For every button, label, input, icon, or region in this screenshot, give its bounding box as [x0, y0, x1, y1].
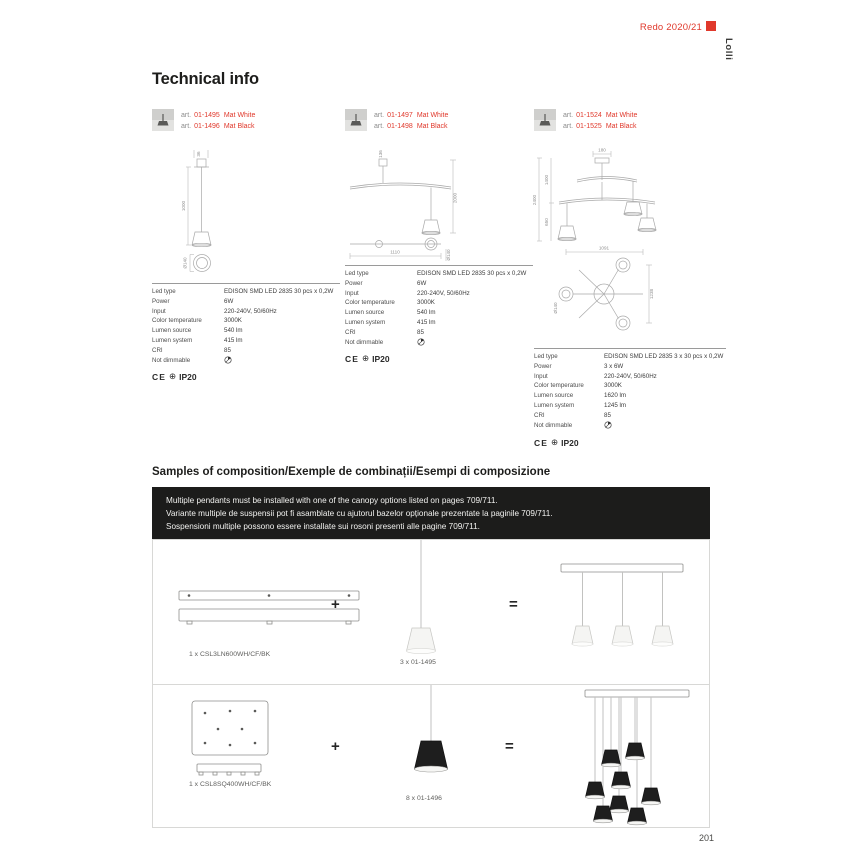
art-code: 01-1497	[387, 112, 413, 119]
spec-label: Input	[534, 372, 548, 380]
spec-label: Lumen system	[345, 318, 386, 326]
spec-row	[152, 297, 340, 307]
canopy-code-label: 1 x CSL8SQ400WH/CF/BK	[189, 781, 272, 788]
brand-edition: Redo 2020/21	[639, 22, 702, 33]
spec-value: EDISON SMD LED 2835 30 pcs x 0,2W	[417, 270, 527, 277]
art-finish: Mat White	[223, 112, 256, 119]
article-block-1	[152, 109, 255, 132]
spec-row	[345, 289, 533, 299]
pendant-icon	[345, 109, 367, 131]
spec-label: CRI	[534, 411, 545, 419]
ce-mark: CE	[534, 437, 549, 448]
plus-operator: +	[331, 596, 340, 613]
art-code: 01-1524	[576, 112, 602, 119]
spec-row	[345, 308, 533, 318]
article-line	[374, 121, 448, 132]
art-finish: Mat Black	[605, 123, 637, 130]
spec-row	[152, 316, 340, 326]
dimension-label: 2000	[452, 192, 458, 204]
black-pendant-image	[396, 685, 466, 785]
installation-notice	[152, 487, 710, 539]
spec-row-not-dimmable	[534, 421, 726, 432]
white-pendant-image	[391, 540, 451, 662]
article-line	[181, 121, 255, 132]
dimension-label: 1000	[181, 200, 186, 212]
dimension-label: 1110	[390, 249, 400, 255]
technical-drawing-multi-pendant	[531, 146, 676, 344]
spec-label: Led type	[534, 353, 558, 360]
article-line	[563, 110, 637, 121]
brand-marker	[706, 21, 716, 31]
spec-label: Not dimmable	[152, 356, 191, 364]
three-pendant-result-diagram	[557, 554, 687, 666]
spec-value: 220-240V, 50/60Hz	[417, 289, 470, 297]
page-number: 201	[698, 833, 714, 843]
square-canopy-diagram	[189, 698, 271, 782]
spec-label: Input	[345, 289, 359, 297]
ip-rating: IP20	[179, 371, 197, 382]
spec-row	[345, 298, 533, 308]
spec-label: Lumen system	[534, 401, 575, 409]
dimension-label: Ø140	[553, 302, 558, 314]
spec-row-not-dimmable	[345, 338, 533, 349]
page-title: Technical info	[152, 70, 259, 88]
technical-drawing-offset-pendant	[343, 146, 458, 264]
dimension-label: 1238	[649, 288, 654, 300]
spec-value: EDISON SMD LED 2835 30 pcs x 0,2W	[224, 288, 334, 295]
article-line	[374, 110, 448, 121]
spec-row	[152, 326, 340, 336]
spec-label: Lumen source	[345, 309, 385, 317]
dimension-label: Ø140	[182, 257, 188, 269]
art-finish: Mat White	[416, 112, 449, 119]
art-prefix: art.	[563, 123, 574, 130]
spec-value: 85	[224, 346, 231, 354]
spec-value: 3000K	[604, 382, 622, 390]
spec-row	[152, 287, 340, 297]
technical-drawing-single-pendant	[150, 146, 250, 282]
dimension-label: 1091	[598, 245, 610, 251]
spec-label: Not dimmable	[345, 338, 384, 346]
dimension-label: 2400	[532, 194, 537, 206]
art-code: 01-1525	[576, 123, 602, 130]
article-block-2	[345, 109, 448, 132]
spec-label: CRI	[345, 328, 356, 336]
earth-symbol-icon: ⊕	[169, 371, 177, 381]
certification-marks	[345, 353, 390, 364]
not-dimmable-icon	[417, 338, 425, 346]
spec-label: CRI	[152, 346, 163, 354]
spec-value: 220-240V, 50/60Hz	[604, 372, 657, 380]
art-code: 01-1495	[194, 112, 220, 119]
samples-title: Samples of composition/Exemple de combinații/Esempi di composizione	[152, 466, 551, 478]
spec-value: 3000K	[417, 299, 435, 307]
ip-rating: IP20	[372, 353, 390, 364]
spec-row	[152, 336, 340, 346]
spec-row	[534, 362, 726, 372]
spec-row	[345, 279, 533, 289]
spec-table-2	[345, 265, 533, 348]
art-prefix: art.	[181, 112, 192, 119]
spec-value: EDISON SMD LED 2835 3 x 30 pcs x 0,2W	[604, 353, 724, 360]
equals-operator: =	[505, 738, 514, 755]
pendant-icon	[152, 109, 174, 131]
not-dimmable-icon	[604, 421, 612, 429]
spec-row	[534, 381, 726, 391]
spec-value: 540 lm	[224, 327, 243, 335]
spec-label: Led type	[345, 270, 369, 277]
spec-label: Color temperature	[534, 382, 584, 390]
art-prefix: art.	[374, 123, 385, 130]
spec-row	[345, 269, 533, 279]
spec-value: 540 lm	[417, 309, 436, 317]
certification-marks	[534, 437, 579, 448]
spec-value: 1245 lm	[604, 401, 627, 409]
pendant-icon	[534, 109, 556, 131]
art-finish: Mat Black	[416, 123, 448, 130]
spec-value: 1620 lm	[604, 392, 627, 400]
spec-row	[534, 411, 726, 421]
collection-name: Lolli	[723, 38, 734, 61]
spec-row	[534, 391, 726, 401]
article-line	[181, 110, 255, 121]
ip-rating: IP20	[561, 437, 579, 448]
earth-symbol-icon: ⊕	[362, 353, 370, 363]
art-finish: Mat White	[605, 112, 638, 119]
spec-row	[152, 307, 340, 317]
spec-label: Input	[152, 307, 166, 315]
spec-label: Not dimmable	[534, 421, 573, 429]
spec-label: Power	[152, 297, 170, 305]
spec-label: Lumen source	[534, 392, 574, 400]
eight-pendant-result-diagram	[573, 688, 703, 830]
spec-value: 85	[417, 328, 424, 336]
spec-label: Power	[534, 362, 552, 370]
spec-row	[534, 372, 726, 382]
notice-line-en: Multiple pendants must be installed with one of the canopy options listed on pages 709/711.	[166, 496, 498, 505]
dimension-label: 180	[598, 147, 606, 153]
certification-marks	[152, 371, 197, 382]
dimension-label: 1400	[544, 174, 549, 186]
spec-value: 85	[604, 411, 611, 419]
pendant-qty-label: 8 x 01-1496	[406, 795, 442, 802]
spec-value: 415 lm	[417, 318, 436, 326]
spec-row	[534, 352, 726, 362]
pendant-qty-label: 3 x 01-1495	[400, 659, 436, 666]
composition-box	[152, 539, 710, 828]
equals-operator: =	[509, 596, 518, 613]
plus-operator: +	[331, 738, 340, 755]
dimension-label: 650	[544, 218, 549, 226]
notice-line-it: Sospensioni multiple possono essere installate sui rosoni presenti alle pagine 709/711.	[166, 522, 480, 531]
spec-table-1	[152, 283, 340, 366]
article-line	[563, 121, 637, 132]
art-prefix: art.	[181, 123, 192, 130]
spec-value: 3 x 6W	[604, 362, 624, 370]
dimension-label: 36	[196, 151, 201, 157]
spec-row	[345, 318, 533, 328]
earth-symbol-icon: ⊕	[551, 437, 559, 447]
not-dimmable-icon	[224, 356, 232, 364]
spec-row-not-dimmable	[152, 356, 340, 367]
spec-row	[345, 328, 533, 338]
spec-label: Color temperature	[345, 299, 395, 307]
dimension-label: Ø140	[446, 249, 451, 261]
spec-label: Led type	[152, 288, 176, 295]
spec-label: Lumen system	[152, 336, 193, 344]
dimension-label: 136	[378, 150, 383, 158]
art-code: 01-1496	[194, 123, 220, 130]
notice-line-ro: Variante multiple de suspensii pot fi asamblate cu ajutorul bazelor opționale prezentate la paginile 709/711.	[166, 509, 553, 518]
canopy-code-label: 1 x CSL3LN600WH/CF/BK	[189, 651, 271, 658]
spec-table-3	[534, 348, 726, 431]
spec-value: 6W	[417, 279, 427, 287]
spec-label: Color temperature	[152, 317, 202, 325]
spec-row	[152, 346, 340, 356]
art-prefix: art.	[374, 112, 385, 119]
ce-mark: CE	[345, 353, 360, 364]
article-block-3	[534, 109, 637, 132]
art-prefix: art.	[563, 112, 574, 119]
ce-mark: CE	[152, 371, 167, 382]
spec-value: 220-240V, 50/60Hz	[224, 307, 277, 315]
spec-value: 3000K	[224, 317, 242, 325]
spec-label: Lumen source	[152, 327, 192, 335]
spec-label: Power	[345, 279, 363, 287]
spec-row	[534, 401, 726, 411]
spec-value: 415 lm	[224, 336, 243, 344]
art-finish: Mat Black	[223, 123, 255, 130]
spec-value: 6W	[224, 297, 234, 305]
art-code: 01-1498	[387, 123, 413, 130]
